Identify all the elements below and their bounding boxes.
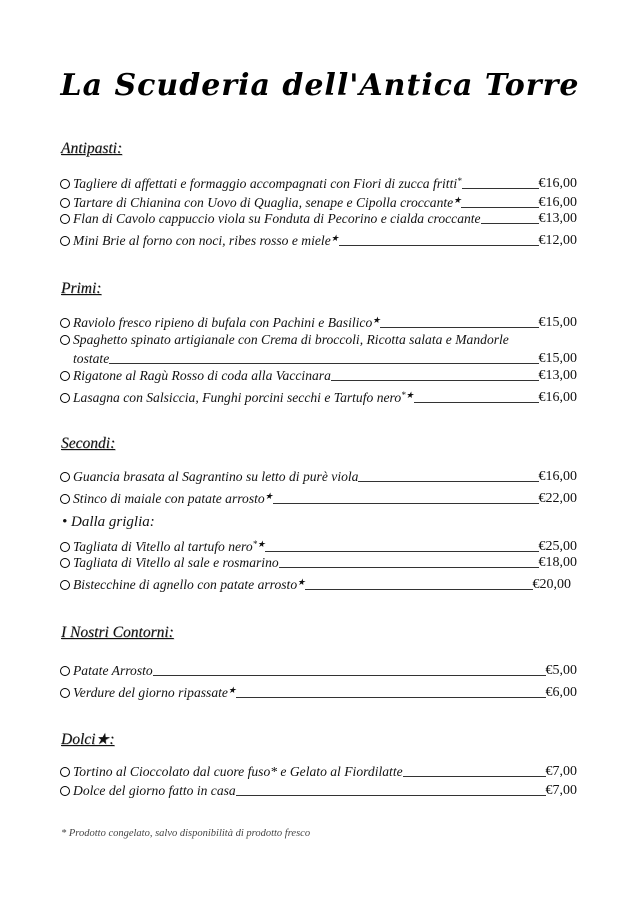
circle-bullet-icon <box>60 494 70 504</box>
menu-item <box>60 386 577 407</box>
menu-item <box>60 681 577 702</box>
circle-bullet-icon <box>60 786 70 796</box>
item-name: Flan di Cavolo cappuccio viola su Fonduta di Pecorino e cialda croccante <box>73 211 481 226</box>
leader-line <box>273 503 539 504</box>
item-price: €6,00 <box>545 685 577 700</box>
menu-item <box>60 172 577 193</box>
item-marker: ★ <box>297 577 306 587</box>
menu-item <box>60 554 577 572</box>
circle-bullet-icon <box>60 558 70 568</box>
subsection-title-griglia: • Dalla griglia: <box>62 514 155 530</box>
item-name: Rigatone al Ragù Rosso di coda alla Vaccinara <box>73 368 331 383</box>
circle-bullet-icon <box>60 198 70 208</box>
menu-item <box>60 311 577 332</box>
item-price: €15,00 <box>538 351 577 366</box>
footnote: * Prodotto congelato, salvo disponibilità di prodotto fresco <box>61 828 311 839</box>
leader-line <box>279 567 539 568</box>
restaurant-title: La Scuderia dell'Antica Torre <box>60 68 580 103</box>
circle-bullet-icon <box>60 688 70 698</box>
section-title-antipasti: Antipasti: <box>61 140 123 157</box>
item-marker: ★ <box>453 195 462 205</box>
item-price: €16,00 <box>538 390 577 405</box>
item-price: €5,00 <box>545 663 577 678</box>
menu-item <box>60 573 571 594</box>
circle-bullet-icon <box>60 393 70 403</box>
menu-item <box>60 229 577 250</box>
circle-bullet-icon <box>60 236 70 246</box>
item-name: Guancia brasata al Sagrantino su letto di purè viola <box>73 469 359 484</box>
menu-item <box>60 468 577 486</box>
circle-bullet-icon <box>60 371 70 381</box>
item-marker: *★ <box>401 390 414 400</box>
menu-item <box>60 367 577 385</box>
item-name: Tortino al Cioccolato dal cuore fuso* e Gelato al Fiordilatte <box>73 764 403 779</box>
circle-bullet-icon <box>60 214 70 224</box>
leader-line <box>462 188 539 189</box>
item-name: Tagliere di affettati e formaggio accompagnati con Fiori di zucca fritti <box>73 176 458 191</box>
item-marker: * <box>457 176 462 186</box>
item-price: €16,00 <box>538 469 577 484</box>
item-price: €22,00 <box>538 491 577 506</box>
leader-line <box>265 551 538 552</box>
item-price: €13,00 <box>538 211 577 226</box>
item-name: Tagliata di Vitello al tartufo nero <box>73 539 253 554</box>
menu-item <box>60 763 577 781</box>
item-name: Stinco di maiale con patate arrosto <box>73 491 265 506</box>
circle-bullet-icon <box>60 542 70 552</box>
circle-bullet-icon <box>60 335 70 345</box>
item-name: Lasagna con Salsiccia, Funghi porcini secchi e Tartufo nero <box>73 390 402 405</box>
circle-bullet-icon <box>60 666 70 676</box>
leader-line <box>153 675 546 676</box>
circle-bullet-icon <box>60 767 70 777</box>
leader-line <box>461 207 538 208</box>
circle-bullet-icon <box>60 179 70 189</box>
item-price: €16,00 <box>538 176 577 191</box>
item-name: Dolce del giorno fatto in casa <box>73 783 236 798</box>
leader-line <box>358 481 538 482</box>
section-title-secondi: Secondi: <box>61 435 116 452</box>
circle-bullet-icon <box>60 318 70 328</box>
item-price: €16,00 <box>538 195 577 210</box>
section-title-contorni: I Nostri Contorni: <box>61 624 174 641</box>
item-price: €15,00 <box>538 315 577 330</box>
item-name: Raviolo fresco ripieno di bufala con Pachini e Basilico <box>73 315 373 330</box>
leader-line <box>481 223 539 224</box>
leader-line <box>236 697 545 698</box>
leader-line <box>403 776 546 777</box>
leader-line <box>331 380 539 381</box>
item-marker: ★ <box>264 491 273 501</box>
menu-item <box>60 487 577 508</box>
item-name-continued: tostate <box>73 351 110 366</box>
item-name: Verdure del giorno ripassate <box>73 685 228 700</box>
item-marker: ★ <box>372 315 381 325</box>
item-name: Spaghetto spinato artigianale con Crema di broccoli, Ricotta salata e Mandorle <box>73 332 509 347</box>
section-title-primi: Primi: <box>61 280 102 297</box>
item-price: €13,00 <box>538 368 577 383</box>
item-marker: ★ <box>227 685 237 695</box>
item-price: €20,00 <box>532 577 571 592</box>
menu-item <box>60 210 577 228</box>
item-price: €25,00 <box>538 539 577 554</box>
item-name: Bistecchine di agnello con patate arrosto <box>73 577 298 592</box>
leader-line <box>380 327 538 328</box>
item-name: Mini Brie al forno con noci, ribes rosso e miele <box>73 233 331 248</box>
leader-line <box>305 589 532 590</box>
item-price: €7,00 <box>545 764 577 779</box>
menu-item <box>60 782 577 800</box>
section-title-dolci: Dolci★: <box>61 731 115 748</box>
leader-line <box>414 402 539 403</box>
leader-line <box>236 795 546 796</box>
circle-bullet-icon <box>60 472 70 482</box>
item-price: €12,00 <box>538 233 577 248</box>
menu-item <box>60 662 577 680</box>
item-price: €7,00 <box>545 783 577 798</box>
menu-item <box>60 535 577 556</box>
item-name: Patate Arrosto <box>73 663 153 678</box>
leader-line <box>339 245 539 246</box>
item-name: Tartare di Chianina con Uovo di Quaglia, senape e Cipolla croccante <box>73 195 454 210</box>
menu-item <box>60 330 577 368</box>
circle-bullet-icon <box>60 580 70 590</box>
item-marker: ★ <box>330 233 339 243</box>
item-marker: *★ <box>252 539 266 549</box>
item-name: Tagliata di Vitello al sale e rosmarino <box>73 555 279 570</box>
menu-item <box>60 191 577 212</box>
item-price: €18,00 <box>538 555 577 570</box>
leader-line <box>109 363 538 364</box>
